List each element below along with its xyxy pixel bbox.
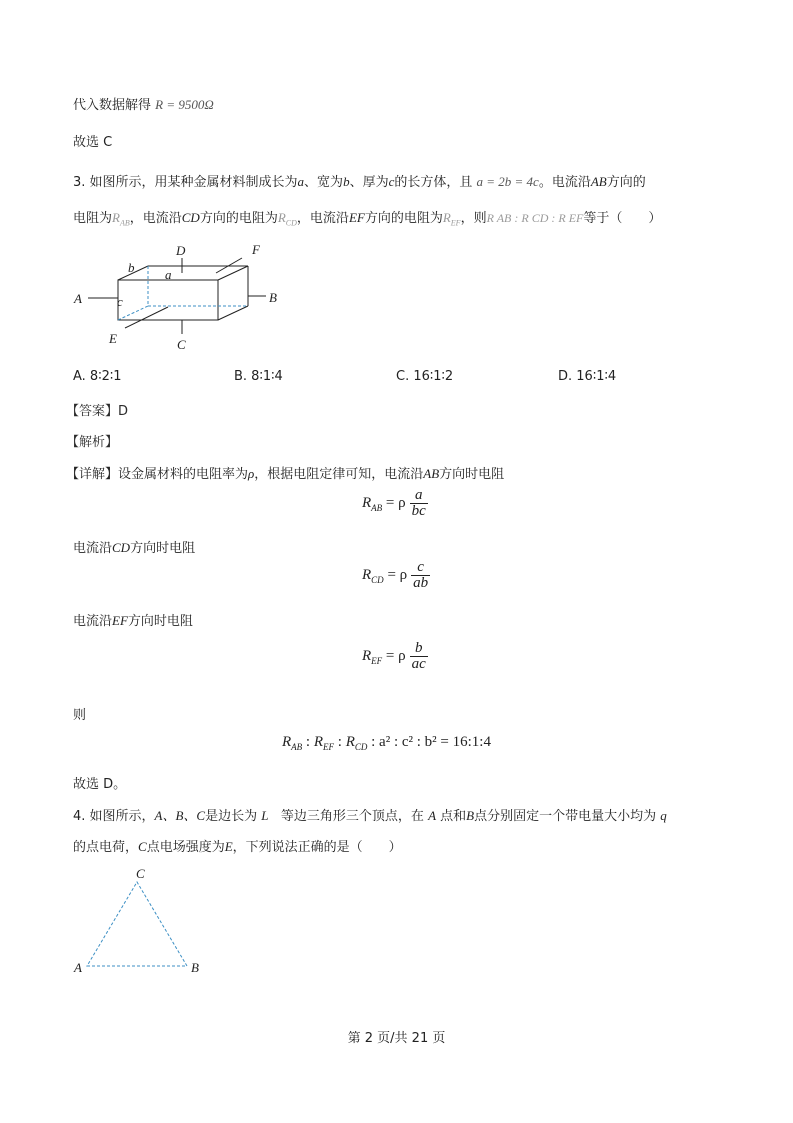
label-F: F: [252, 242, 260, 257]
q3-conclusion: 故选 D。: [73, 777, 127, 792]
label-a: a: [165, 267, 172, 282]
q3-analysis-tag: 【解析】: [66, 435, 119, 450]
lead-E: [125, 307, 168, 328]
label-D: D: [176, 243, 186, 258]
q3-option-a: A. 8∶2∶1: [73, 369, 122, 384]
label-B: B: [191, 960, 199, 975]
q3-cd-line: 电流沿CD方向时电阻: [73, 540, 196, 556]
q3-answer: 【答案】D: [66, 404, 129, 419]
q4-stem-line-2: 的点电荷，C点电场强度为E，下列说法正确的是（ ）: [73, 839, 402, 855]
q3-option-d: D. 16∶1∶4: [558, 369, 617, 384]
prev-line-1: 代入数据解得 R = 9500Ω: [73, 97, 214, 113]
q4-triangle-figure: [70, 862, 210, 977]
q3-ef-line: 电流沿EF方向时电阻: [73, 613, 193, 629]
label-c: c: [117, 294, 123, 309]
label-A: A: [74, 960, 82, 975]
q4-stem-line-1: 4. 如图所示，A、B、C是边长为 L 等边三角形三个顶点，在 A 点和B点分别固定一个带电量大小均为 q: [73, 808, 667, 824]
formula-ref: R EF = ρ $\frac{b}{ac}$: [362, 640, 426, 672]
formula-rab: R AB = ρ $\frac{a}{bc}$: [362, 487, 426, 519]
q3-option-b: B. 8∶1∶4: [234, 369, 283, 384]
box-front-face: [118, 280, 218, 320]
q3-detail-line: 【详解】设金属材料的电阻率为ρ，根据电阻定律可知，电流沿AB方向时电阻: [66, 466, 505, 482]
label-C: C: [136, 866, 145, 881]
label-C: C: [177, 337, 186, 352]
q3-stem-line-2: 电阻为$R_{AB}$，电流沿CD方向的电阻为$R_{CD}$，电流沿EF方向的电阻为$R_{EF}$，则R AB : R CD : R EF等于（ ）: [73, 210, 662, 228]
label-b: b: [128, 260, 135, 275]
label-A: A: [74, 291, 82, 306]
prev-line-2: 故选 C: [73, 135, 113, 150]
page-footer: 第 2 页/共 21 页: [347, 1031, 446, 1046]
formula-rcd: R CD = ρ $\frac{c}{ab}$: [362, 559, 429, 591]
triangle-abc: [87, 882, 187, 966]
formula-ratio: R AB : R EF : R CD : a² : c² : b² = 16:1:4: [282, 734, 491, 752]
label-E: E: [109, 331, 117, 346]
label-B: B: [269, 290, 277, 305]
q3-box-figure: [70, 240, 290, 355]
q3-stem-line-1: 3. 如图所示，用某种金属材料制成长为a、宽为b、厚为c的长方体，且 a = 2b = 4c。电流沿AB方向的: [73, 174, 646, 190]
q3-option-c: C. 16∶1∶2: [396, 369, 454, 384]
q3-then: 则: [73, 708, 87, 723]
